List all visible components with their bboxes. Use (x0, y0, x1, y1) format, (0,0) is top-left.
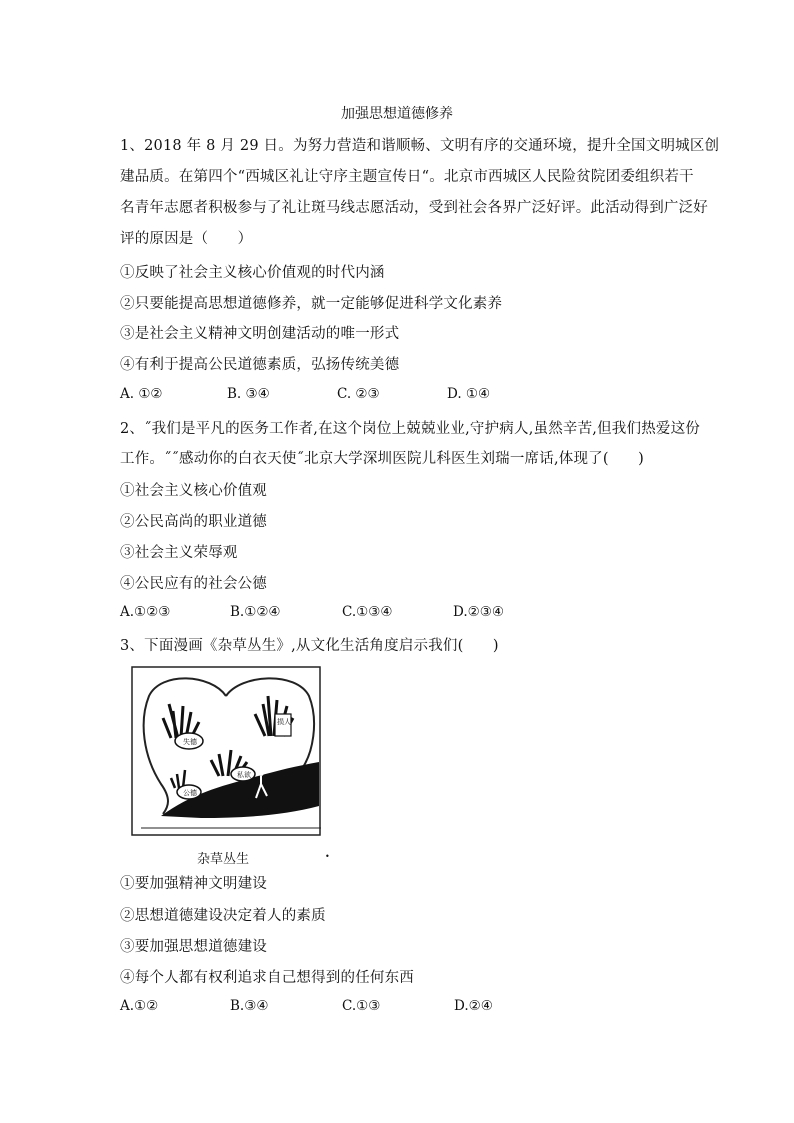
q1-item-3: ③是社会主义精神文明创建活动的唯一形式 (120, 326, 400, 342)
cartoon-label-4: 公德 (183, 789, 197, 797)
q2-item-1: ①社会主义核心价值观 (120, 483, 267, 499)
q3-stem-line-1: 3、下面漫画《杂草丛生》,从文化生活角度启示我们( ) (120, 638, 499, 654)
q2-item-3: ③社会主义荣辱观 (120, 545, 238, 561)
q2-option-c[interactable]: C.①③④ (342, 604, 393, 620)
cartoon-caption: 杂草丛生 (197, 852, 250, 867)
q3-option-a[interactable]: A.①② (120, 998, 159, 1014)
q1-option-b[interactable]: B. ③④ (227, 386, 270, 402)
weeds-cartoon-image (131, 666, 321, 836)
q3-item-2: ②思想道德建设决定着人的素质 (120, 908, 326, 924)
q2-option-d[interactable]: D.②③④ (453, 604, 504, 620)
q1-option-d[interactable]: D. ①④ (447, 386, 491, 402)
cartoon-label-3: 私欲 (237, 771, 251, 779)
q3-option-c[interactable]: C.①③ (342, 998, 381, 1014)
q3-option-b[interactable]: B.③④ (230, 998, 269, 1014)
q1-item-1: ①反映了社会主义核心价值观的时代内涵 (120, 265, 385, 281)
q2-item-2: ②公民高尚的职业道德 (120, 514, 267, 530)
q1-item-4: ④有利于提高公民道德素质，弘扬传统美德 (120, 357, 400, 373)
q1-stem-line-1: 1、2018 年 8 月 29 日。为努力营造和谐顺畅、文明有序的交通环境，提升全国文明城区创 (120, 138, 720, 154)
q1-stem-line-4: 评的原因是（ ） (120, 231, 253, 247)
q1-option-c[interactable]: C. ②③ (337, 386, 380, 402)
q2-option-a[interactable]: A.①②③ (120, 604, 171, 620)
q3-item-4: ④每个人都有权利追求自己想得到的任何东西 (120, 970, 414, 986)
cartoon-label-2: 损人 (277, 718, 291, 726)
q2-option-b[interactable]: B.①②④ (230, 604, 281, 620)
q1-stem-line-3: 名青年志愿者积极参与了礼让斑马线志愿活动，受到社会各界广泛好评。此活动得到广泛好 (120, 200, 708, 216)
page-title: 加强思想道德修养 (341, 106, 453, 122)
cartoon-label-1: 失德 (183, 738, 197, 746)
q1-option-a[interactable]: A. ①② (120, 386, 163, 402)
q1-stem-line-2: 建品质。在第四个“西城区礼让守序主题宣传日“。北京市西城区人民险贫院团委组织若干 (120, 169, 694, 185)
q2-stem-line-1: 2、˝我们是平凡的医务工作者,在这个岗位上兢兢业业,守护病人,虽然辛苦,但我们热爱这份 (120, 421, 701, 437)
q2-item-4: ④公民应有的社会公德 (120, 576, 267, 592)
q1-item-2: ②只要能提高思想道德修养，就一定能够促进科学文化素养 (120, 296, 503, 312)
q3-item-1: ①要加强精神文明建设 (120, 876, 267, 892)
stray-dot: • (325, 852, 330, 861)
q3-option-d[interactable]: D.②④ (454, 998, 493, 1014)
q2-stem-line-2: 工作。˝˝感动你的白衣天使˝北京大学深圳医院儿科医生刘瑞一席话,体现了( ) (120, 451, 644, 467)
q3-item-3: ③要加强思想道德建设 (120, 939, 267, 955)
